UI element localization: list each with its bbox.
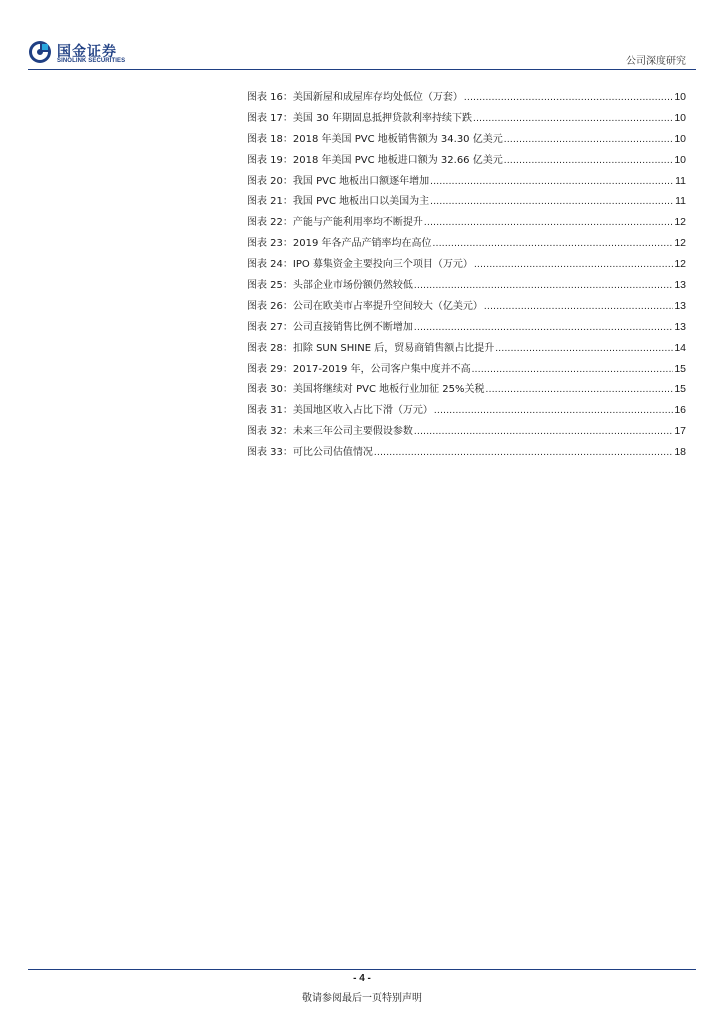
toc-entry[interactable] <box>247 172 686 193</box>
company-logo <box>28 40 138 68</box>
toc-entry-title: 图表 28：扣除 SUN SHINE 后，贸易商销售额占比提升 <box>247 342 495 354</box>
toc-entry[interactable] <box>247 88 686 109</box>
toc-entry-page: 12 <box>674 216 686 229</box>
toc-entry-page: 10 <box>674 153 686 166</box>
toc-entry-page: 10 <box>674 91 686 103</box>
toc-entry-title: 图表 33：可比公司估值情况 <box>247 447 373 459</box>
logo-text-en: SINOLINK SECURITIES <box>57 58 126 64</box>
toc-entry-page: 13 <box>674 299 686 312</box>
toc-dot-leader <box>433 238 674 249</box>
toc-entry[interactable] <box>247 318 686 339</box>
toc-entry-page: 15 <box>674 383 686 396</box>
toc-entry-page: 13 <box>674 279 686 292</box>
toc-entry-page: 15 <box>674 362 686 375</box>
toc-entry[interactable] <box>247 276 686 297</box>
toc-entry-page: 14 <box>674 341 686 354</box>
toc-entry-title: 图表 29：2017-2019 年，公司客户集中度并不高 <box>247 363 471 375</box>
toc-entry-title: 图表 26：公司在欧美市占率提升空间较大（亿美元） <box>247 300 483 312</box>
toc-entry[interactable] <box>247 192 686 213</box>
toc-dot-leader <box>414 322 673 333</box>
toc-dot-leader <box>414 426 673 437</box>
toc-entry-title: 图表 18：2018 年美国 PVC 地板销售额为 34.30 亿美元 <box>247 133 503 145</box>
toc-entry-title: 图表 22：产能与产能利用率均不断提升 <box>247 217 423 229</box>
toc-entry-title: 图表 32：未来三年公司主要假设参数 <box>247 426 413 438</box>
toc-entry-page: 16 <box>674 404 686 417</box>
toc-dot-leader <box>434 405 673 416</box>
toc-entry-title: 图表 24：IPO 募集资金主要投向三个项目（万元） <box>247 259 473 271</box>
toc-entry-title: 图表 31：美国地区收入占比下滑（万元） <box>247 405 433 417</box>
report-type-label: 公司深度研究 <box>626 56 686 67</box>
toc-dot-leader <box>430 176 674 187</box>
toc-entry-title: 图表 20：我国 PVC 地板出口额逐年增加 <box>247 175 430 187</box>
header-divider <box>28 69 696 70</box>
logo-text-cn: 国金证券 <box>57 43 117 59</box>
toc-entry-page: 17 <box>674 425 686 438</box>
toc-entry-page: 18 <box>674 446 686 459</box>
toc-entry-title: 图表 17：美国 30 年期固息抵押贷款利率持续下跌 <box>247 112 472 124</box>
toc-dot-leader <box>374 447 673 458</box>
toc-entry-page: 10 <box>674 132 686 145</box>
toc-entry[interactable] <box>247 109 686 130</box>
toc-entry-title: 图表 23：2019 年各产品产销率均在高位 <box>247 238 432 250</box>
toc-dot-leader <box>495 343 673 354</box>
toc-dot-leader <box>486 384 674 395</box>
toc-entry-title: 图表 21：我国 PVC 地板出口以美国为主 <box>247 196 430 208</box>
logo-mark-icon <box>28 40 52 64</box>
toc-entry[interactable] <box>247 255 686 276</box>
disclaimer-note: 敬请参阅最后一页特别声明 <box>302 993 422 1004</box>
toc-entry[interactable] <box>247 380 686 401</box>
toc-entry[interactable] <box>247 234 686 255</box>
toc-entry[interactable] <box>247 297 686 318</box>
toc-entry-page: 12 <box>674 258 686 271</box>
toc-dot-leader <box>504 155 674 166</box>
figure-index-list <box>247 88 686 464</box>
toc-entry-title: 图表 16：美国新屋和成屋库存均处低位（万套） <box>247 92 463 103</box>
toc-dot-leader <box>414 280 673 291</box>
toc-entry[interactable] <box>247 213 686 234</box>
toc-entry-title: 图表 19：2018 年美国 PVC 地板进口额为 32.66 亿美元 <box>247 154 503 166</box>
toc-dot-leader <box>504 134 674 145</box>
toc-entry[interactable] <box>247 151 686 172</box>
toc-entry-page: 13 <box>674 320 686 333</box>
toc-entry[interactable] <box>247 130 686 151</box>
toc-entry-page: 11 <box>675 174 686 187</box>
page-number: - 4 - <box>353 973 371 984</box>
toc-dot-leader <box>473 113 673 124</box>
toc-dot-leader <box>430 196 674 207</box>
toc-entry-title: 图表 27：公司直接销售比例不断增加 <box>247 321 413 333</box>
toc-entry-title: 图表 25：头部企业市场份额仍然较低 <box>247 280 413 292</box>
toc-dot-leader <box>472 364 674 375</box>
toc-dot-leader <box>484 301 673 312</box>
toc-entry-title: 图表 30：美国将继续对 PVC 地板行业加征 25%关税 <box>247 384 485 396</box>
toc-entry[interactable] <box>247 443 686 464</box>
toc-dot-leader <box>424 217 673 228</box>
toc-entry[interactable] <box>247 339 686 360</box>
toc-entry[interactable] <box>247 422 686 443</box>
toc-entry-page: 11 <box>675 195 686 208</box>
toc-dot-leader <box>474 259 673 270</box>
toc-entry-page: 12 <box>674 237 686 250</box>
toc-entry-page: 10 <box>674 111 686 124</box>
footer-divider <box>28 969 696 970</box>
toc-entry[interactable] <box>247 401 686 422</box>
page-header <box>0 0 724 80</box>
toc-dot-leader <box>464 92 673 103</box>
toc-entry[interactable] <box>247 360 686 381</box>
